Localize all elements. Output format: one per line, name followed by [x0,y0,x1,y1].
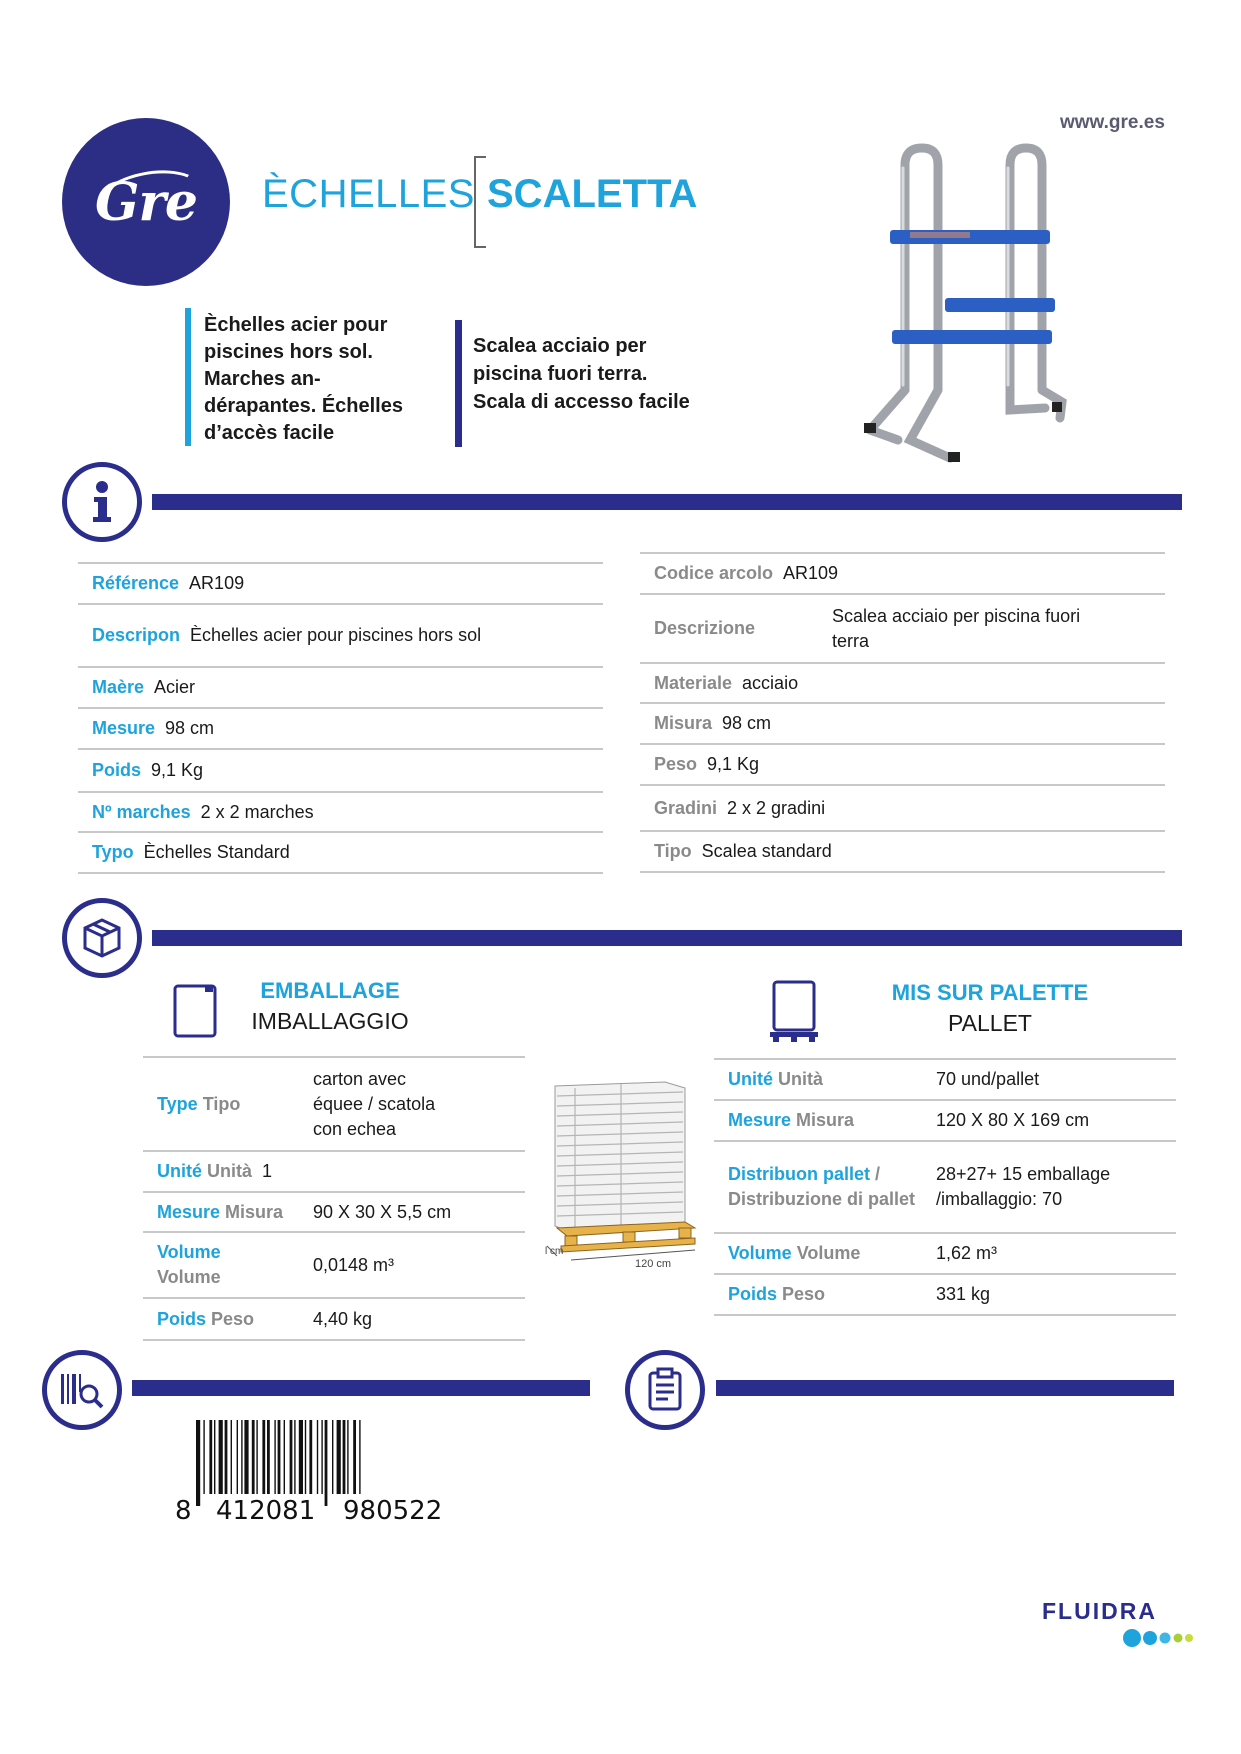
row-value-line: équee / scatola [313,1093,436,1114]
info-section-line [152,494,1182,510]
spec-value: 2 x 2 marches [200,801,314,822]
barcode-group-2: 980522 [343,1496,443,1526]
spec-value-line: terra [832,630,870,651]
notes-section-line [716,1380,1174,1396]
barcode [196,1420,460,1508]
spec-row-descrizione [640,593,1165,662]
spec-row-material [78,666,603,707]
spec-row-misura [640,702,1165,743]
row-key-fr: Distribuon pallet [728,1164,871,1184]
row-key-it: Volume [796,1243,861,1263]
palette-title-it: PALLET [948,1010,1032,1036]
spec-fr-bottom-line [78,872,603,874]
palette-row-unit [714,1058,1176,1099]
spec-value [832,604,1080,654]
spec-key: Référence [92,573,180,593]
desc-fr-line: piscines hors sol. [204,341,373,363]
row-value [936,1162,1110,1212]
info-icon [62,462,142,542]
spec-key: Materiale [654,672,733,693]
row-key-fr: Poids [728,1284,778,1304]
row-key-fr: Volume [157,1242,221,1262]
row-key-fr: Unité [728,1069,773,1089]
spec-row-reference [78,562,603,603]
spec-key: Descrizione [654,618,756,638]
spec-value: Èchelles Standard [143,842,290,862]
spec-value-weight: 9,1 Kg [151,760,204,780]
row-key-it: Volume [157,1267,221,1287]
spec-key: Codice arcolo [654,563,774,583]
spec-row-size [78,707,603,748]
spec-key: Tipo [654,841,692,861]
spec-row-gradini [640,784,1165,830]
logo-text: Gre [95,171,197,233]
spec-value: Acier [154,677,196,697]
spec-key: Poids [92,760,142,780]
packaging-row-volume [143,1231,525,1297]
spec-row-materiale [640,662,1165,702]
pallet-icon [768,980,820,1044]
spec-value: 2 x 2 gradini [727,797,826,818]
pallet-dim-left: l cm [545,1246,564,1257]
row-key-it: Peso [211,1308,255,1329]
row-value: 1 [262,1161,273,1181]
row-key-fr: Unité [157,1161,202,1181]
pallet-image [545,1078,710,1288]
gre-logo [62,118,230,286]
row-value [313,1067,435,1142]
spec-key: Gradini [654,797,718,818]
row-value-line: 28+27+ 15 emballage [936,1164,1111,1184]
spec-row-peso [640,743,1165,784]
spec-row-steps [78,791,603,831]
spec-key: Nº marches [92,801,191,822]
row-key-it: Misura [225,1201,284,1222]
spec-row-type [78,831,603,872]
spec-value-line: Scalea acciaio per piscina fuori [832,605,1081,626]
spec-row-codice [640,552,1165,593]
row-value: 4,40 kg [313,1308,373,1329]
title-bracket [474,156,486,248]
spec-value-weight: 9,1 Kg [707,754,760,774]
packaging-section-line [152,930,1182,946]
barcode-search-icon [42,1350,122,1430]
title-it: SCALETTA [487,172,698,216]
description-fr [204,312,434,447]
row-value: 331 kg [936,1284,991,1304]
barcode-section-line [132,1380,590,1396]
packaging-row-type [143,1056,525,1150]
spec-key: Peso [654,754,698,774]
pallet-dim-right: 120 cm [635,1258,672,1270]
desc-it-line: Scalea acciaio per [473,335,647,357]
row-value: 90 X 30 X 5,5 cm [313,1201,452,1222]
desc-fr-bar [185,308,191,446]
row-key-fr: Mesure [728,1110,792,1130]
row-value: 120 X 80 X 169 cm [936,1110,1090,1130]
spec-key: Mesure [92,718,156,738]
desc-it-line: Scala di accesso facile [473,391,690,413]
row-key-it: Misura [796,1110,855,1130]
fluidra-dots-icon [1122,1628,1194,1648]
row-key-fr: Poids [157,1308,207,1329]
ladder-image [850,140,1080,480]
palette-row-distribution: Distribuon pallet / Distribuzione di pallet 28+27+ 15 emballage /imballaggio: 70 [714,1140,1176,1232]
desc-fr-line: Marches an- [204,368,321,390]
desc-fr-line: Èchelles acier pour [204,314,388,336]
spec-row-description [78,603,603,666]
spec-key: Descripon [92,625,181,645]
spec-value: AR109 [783,563,839,583]
row-key-it: Peso [782,1284,826,1304]
box-icon [62,898,142,978]
packaging-title-it: IMBALLAGGIO [251,1008,409,1034]
row-value: 70 und/pallet [936,1069,1040,1089]
palette-bottom-line [714,1314,1176,1316]
website-link[interactable]: www.gre.es [1060,112,1165,133]
row-key-it: Tipo [202,1093,241,1114]
spec-value: acciaio [742,672,799,693]
palette-title-fr: MIS SUR PALETTE [891,980,1089,1005]
row-value-line: /imballaggio: 70 [936,1189,1063,1209]
packaging-row-weight [143,1297,525,1339]
spec-key: Maère [92,677,145,697]
description-it [473,332,723,416]
packaging-title-fr: EMBALLAGE [260,978,400,1003]
spec-row-weight [78,748,603,791]
spec-it-bottom-line [640,871,1165,873]
row-value-line: carton avec [313,1068,407,1089]
row-key-it: Distribuzione di pallet [728,1189,916,1209]
spec-value: Èchelles acier pour piscines hors sol [190,625,482,645]
row-key-fr: Type [157,1093,198,1114]
spec-row-tipo [640,830,1165,871]
packaging-bottom-line [143,1339,525,1341]
packaging-row-size [143,1191,525,1231]
spec-value: 98 cm [165,718,215,738]
spec-value: Scalea standard [701,841,832,861]
desc-it-bar [455,320,462,447]
palette-row-size [714,1099,1176,1140]
spec-value: AR109 [189,573,245,593]
palette-row-volume [714,1232,1176,1273]
row-key-fr: Volume [728,1243,792,1263]
spec-key: Typo [92,842,134,862]
title-fr: ÈCHELLES [262,172,475,216]
palette-row-weight [714,1273,1176,1314]
row-key-it: Unità [207,1161,253,1181]
desc-fr-line: dérapantes. Échelles [204,395,403,417]
barcode-first-digit: 8 [175,1496,192,1526]
desc-fr-line: d’accès facile [204,422,335,444]
packaging-row-unit [143,1150,525,1191]
row-key-fr: Mesure [157,1201,221,1222]
fluidra-logo: FLUIDRA [1042,1598,1157,1624]
row-value: 1,62 m³ [936,1243,998,1263]
row-value-line: con echea [313,1118,397,1139]
carton-icon [173,984,217,1040]
row-key-it: Unità [778,1069,824,1089]
clipboard-icon [625,1350,705,1430]
spec-value: 98 cm [722,713,772,733]
row-value: 0,0148 m³ [313,1254,395,1275]
barcode-group-1: 412081 [216,1496,316,1526]
spec-key: Misura [654,713,713,733]
desc-it-line: piscina fuori terra. [473,363,648,385]
